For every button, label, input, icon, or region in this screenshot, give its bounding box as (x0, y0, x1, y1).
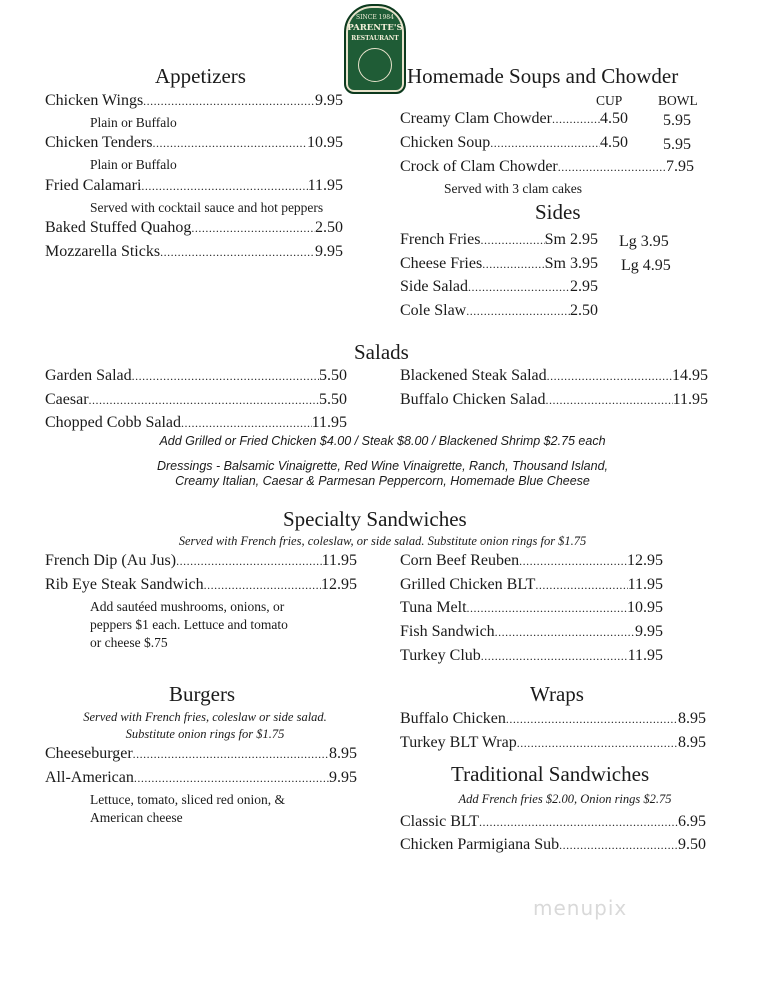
salads-title: Salads (354, 340, 409, 364)
appetizers-title: Appetizers (155, 64, 246, 88)
soups-title: Homemade Soups and Chowder (407, 64, 679, 88)
item-note: Lettuce, tomato, sliced red onion, & (90, 792, 285, 807)
logo-restaurant: RESTAURANT (351, 35, 399, 42)
dressings-line1: Dressings - Balsamic Vinaigrette, Red Wine Vinaigrette, Ranch, Thousand Island, (156, 459, 609, 473)
menu-item: Blackened Steak Salad ..... 14.95 (400, 367, 708, 385)
logo-since: SINCE 1984 (356, 14, 394, 21)
item-note: Served with 3 clam cakes (444, 181, 582, 196)
bowl-price: 5.95 (663, 136, 691, 153)
specialty-title: Specialty Sandwiches (283, 507, 467, 531)
cup-header: CUP (596, 93, 623, 108)
menu-item: Chicken Wings ..... 9.95 (45, 92, 343, 110)
menu-item: Cheese Fries ..... Sm 3.95 (400, 255, 598, 273)
wraps-title: Wraps (530, 682, 584, 706)
menu-item: Crock of Clam Chowder ..... 7.95 (400, 158, 694, 176)
menu-item: Baked Stuffed Quahog ..... 2.50 (45, 219, 343, 237)
logo-emblem (358, 48, 392, 82)
item-note: Plain or Buffalo (90, 115, 177, 130)
menu-item: Fish Sandwich ..... 9.95 (400, 623, 663, 641)
menu-item: Buffalo Chicken Salad ..... 11.95 (400, 391, 708, 409)
logo-name: PARENTE'S (347, 23, 403, 33)
burgers-subtitle-2: Substitute onion rings for $1.75 (125, 727, 285, 741)
menu-item: Garden Salad ..... 5.50 (45, 367, 347, 385)
menu-item: Buffalo Chicken ..... 8.95 (400, 710, 706, 728)
menu-item: Turkey BLT Wrap ..... 8.95 (400, 734, 706, 752)
menu-item: Creamy Clam Chowder ..... 4.50 (400, 110, 628, 128)
menu-item: French Fries ..... Sm 2.95 (400, 231, 598, 249)
item-note: or cheese $.75 (90, 635, 168, 650)
menu-item: Classic BLT ..... 6.95 (400, 813, 706, 831)
menu-item: Cole Slaw ..... 2.50 (400, 302, 598, 320)
specialty-subtitle: Served with French fries, coleslaw, or side salad. Substitute onion rings for $1.75 (178, 534, 587, 548)
salad-add-on: Add Grilled or Fried Chicken $4.00 / Steak $8.00 / Blackened Shrimp $2.75 each (159, 434, 606, 448)
menu-item: Chopped Cobb Salad ..... 11.95 (45, 414, 347, 432)
bowl-header: BOWL (658, 93, 698, 108)
menu-item: Turkey Club ..... 11.95 (400, 647, 663, 665)
menu-item: Corn Beef Reuben ..... 12.95 (400, 552, 663, 570)
menu-item: Chicken Soup ..... 4.50 (400, 134, 628, 152)
menu-item: Fried Calamari ..... 11.95 (45, 177, 343, 195)
item-note: American cheese (90, 810, 183, 825)
menu-item: French Dip (Au Jus) ..... 11.95 (45, 552, 357, 570)
item-note: Served with cocktail sauce and hot peppers (90, 200, 324, 215)
menu-item: All-American ..... 9.95 (45, 769, 357, 787)
menu-item: Chicken Tenders ..... 10.95 (45, 134, 343, 152)
menu-item: Grilled Chicken BLT ..... 11.95 (400, 576, 663, 594)
dressings-line2: Creamy Italian, Caesar & Parmesan Peppercorn, Homemade Blue Cheese (175, 474, 590, 488)
item-note: peppers $1 each. Lettuce and tomato (90, 617, 288, 632)
menupix-watermark: menupix (533, 896, 628, 920)
traditional-title: Traditional Sandwiches (451, 762, 650, 786)
item-note: Add sautéed mushrooms, onions, or (90, 599, 285, 614)
large-price: Lg 4.95 (621, 257, 671, 274)
restaurant-logo (344, 4, 406, 94)
burgers-title: Burgers (169, 682, 236, 706)
menu-item: Mozzarella Sticks ..... 9.95 (45, 243, 343, 261)
menu-item: Tuna Melt ..... 10.95 (400, 599, 663, 617)
menu-item: Cheeseburger ..... 8.95 (45, 745, 357, 763)
menu-item: Caesar ..... 5.50 (45, 391, 347, 409)
traditional-subtitle: Add French fries $2.00, Onion rings $2.75 (458, 792, 672, 806)
menu-item: Chicken Parmigiana Sub ..... 9.50 (400, 836, 706, 854)
sides-title: Sides (535, 200, 581, 224)
burgers-subtitle-1: Served with French fries, coleslaw or side salad. (83, 710, 327, 724)
item-note: Plain or Buffalo (90, 157, 177, 172)
menu-item: Rib Eye Steak Sandwich ..... 12.95 (45, 576, 357, 594)
bowl-price: 5.95 (663, 112, 691, 129)
menu-item: Side Salad ..... 2.95 (400, 278, 598, 296)
large-price: Lg 3.95 (619, 233, 669, 250)
